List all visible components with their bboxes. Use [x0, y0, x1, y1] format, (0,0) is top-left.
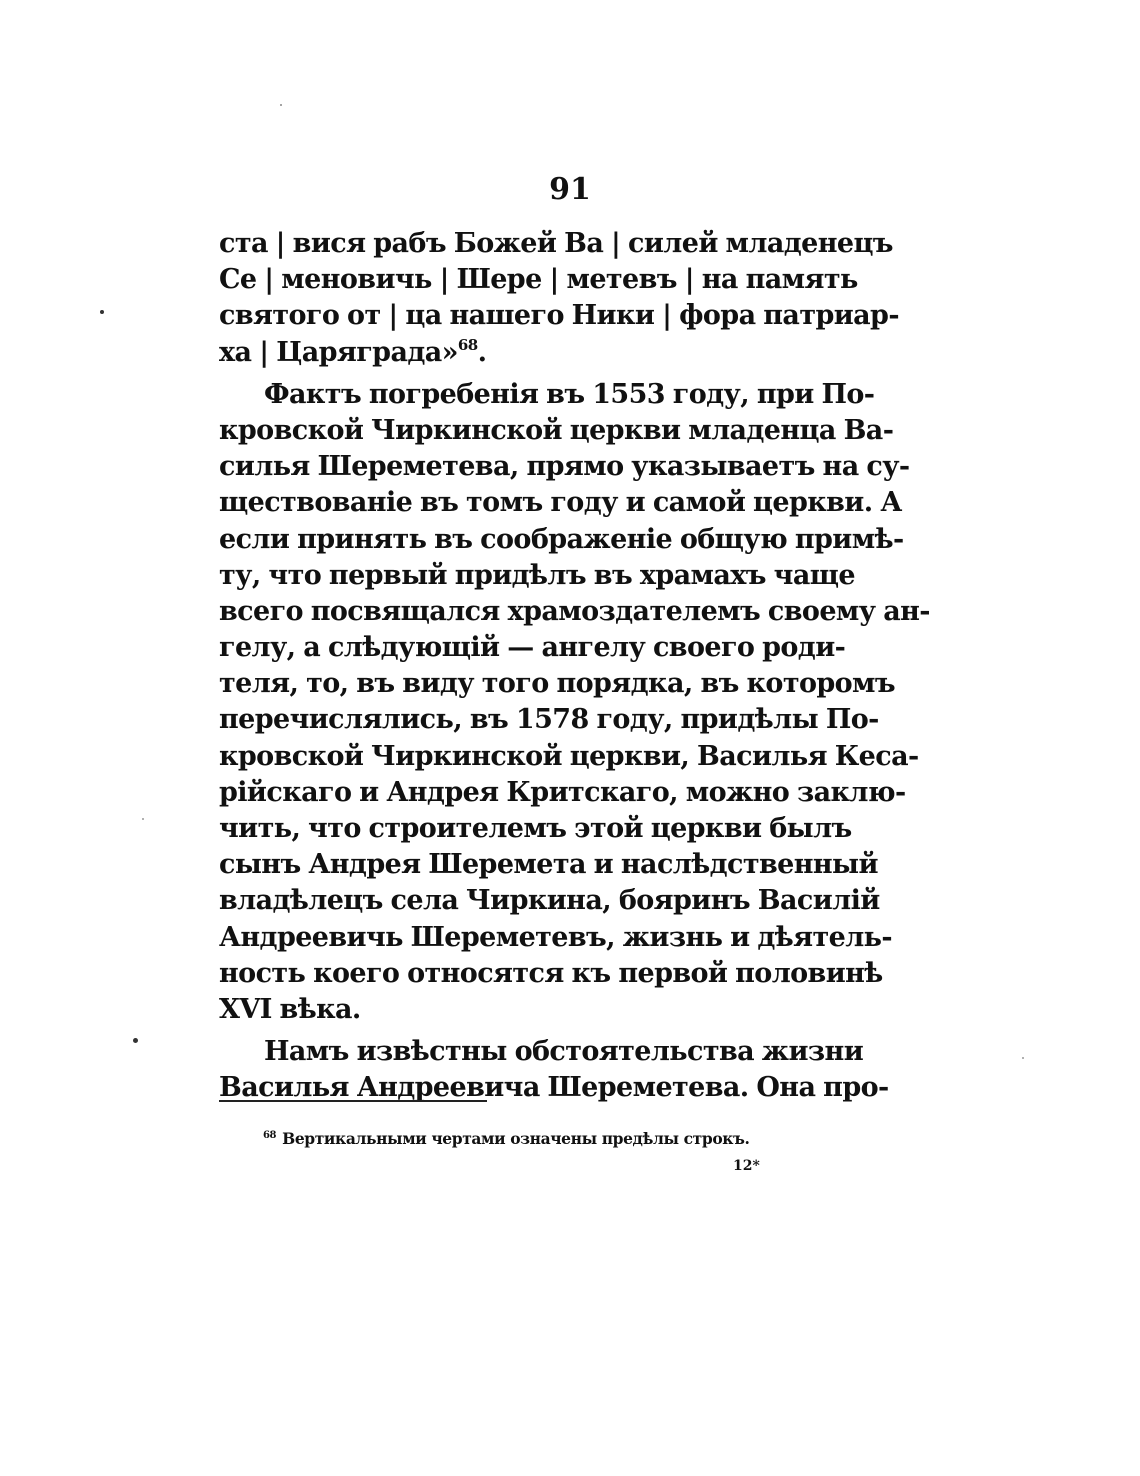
text-line-content: ха | Царяграда»: [219, 336, 458, 368]
text-line: святого от | ца нашего Ники | фора патриар-: [219, 300, 899, 332]
text-line: силья Шереметева, прямо указываетъ на су-: [219, 451, 910, 483]
scan-speck: [142, 818, 144, 820]
text-line: гелу, а слѣдующій — ангелу своего роди-: [219, 632, 846, 664]
body-text: [219, 226, 930, 1107]
text-line: чить, что строителемъ этой церкви былъ: [219, 813, 852, 844]
text-line: Се | меновичь | Шере | метевъ | на память: [219, 264, 858, 296]
text-line: рійскаго и Андрея Критскаго, можно заклю-: [219, 776, 906, 808]
text-line: всего посвящался храмоздателемъ своему ан-: [219, 595, 930, 627]
text-line: владѣлецъ села Чиркина, бояринъ Василій: [219, 885, 880, 917]
scan-speck: [280, 104, 282, 106]
footnote-mark: 68: [263, 1130, 277, 1141]
scan-speck: [100, 310, 104, 314]
text-line: кровской Чиркинской церкви младенца Ва-: [219, 414, 894, 446]
text-line: перечислялись, въ 1578 году, придѣлы По-: [219, 704, 879, 736]
text-line: XVI вѣка.: [219, 993, 361, 1025]
text-line: сынъ Андрея Шеремета и наслѣдственный: [219, 849, 878, 881]
signature-mark: 12*: [733, 1158, 760, 1174]
footnote: [263, 1124, 750, 1151]
text-line: ность коего относятся къ первой половинѣ: [219, 957, 883, 989]
scan-speck: [1022, 1057, 1024, 1059]
footnote-separator: [219, 1100, 487, 1102]
text-line: ту, что первый придѣлъ въ храмахъ чаще: [219, 559, 855, 591]
text-line-trailing: .: [477, 336, 487, 368]
page-number: 91: [549, 172, 591, 207]
text-line: Фактъ погребенія въ 1553 году, при По-: [264, 378, 875, 410]
text-line: ста | вися рабъ Божей Ва | силей младенецъ: [219, 228, 893, 259]
text-line: Василья Андреевича Шереметева. Она про-: [219, 1072, 889, 1104]
text-line: кровской Чиркинской церкви, Василья Кеса-: [219, 740, 919, 772]
text-line: теля, то, въ виду того порядка, въ которомъ: [219, 668, 896, 700]
text-line: Намъ извѣстны обстоятельства жизни: [264, 1036, 864, 1068]
text-line: если принять въ соображеніе общую примѣ-: [219, 523, 904, 555]
scan-speck: [133, 1038, 138, 1043]
footnote-text: Вертикальными чертами означены предѣлы строкъ.: [282, 1129, 750, 1148]
text-line: Андреевичь Шереметевъ, жизнь и дѣятель-: [219, 921, 892, 953]
text-line: [219, 335, 807, 371]
footnote-reference: 68: [457, 335, 478, 354]
text-line: ществованіе въ томъ году и самой церкви. А: [219, 487, 902, 519]
